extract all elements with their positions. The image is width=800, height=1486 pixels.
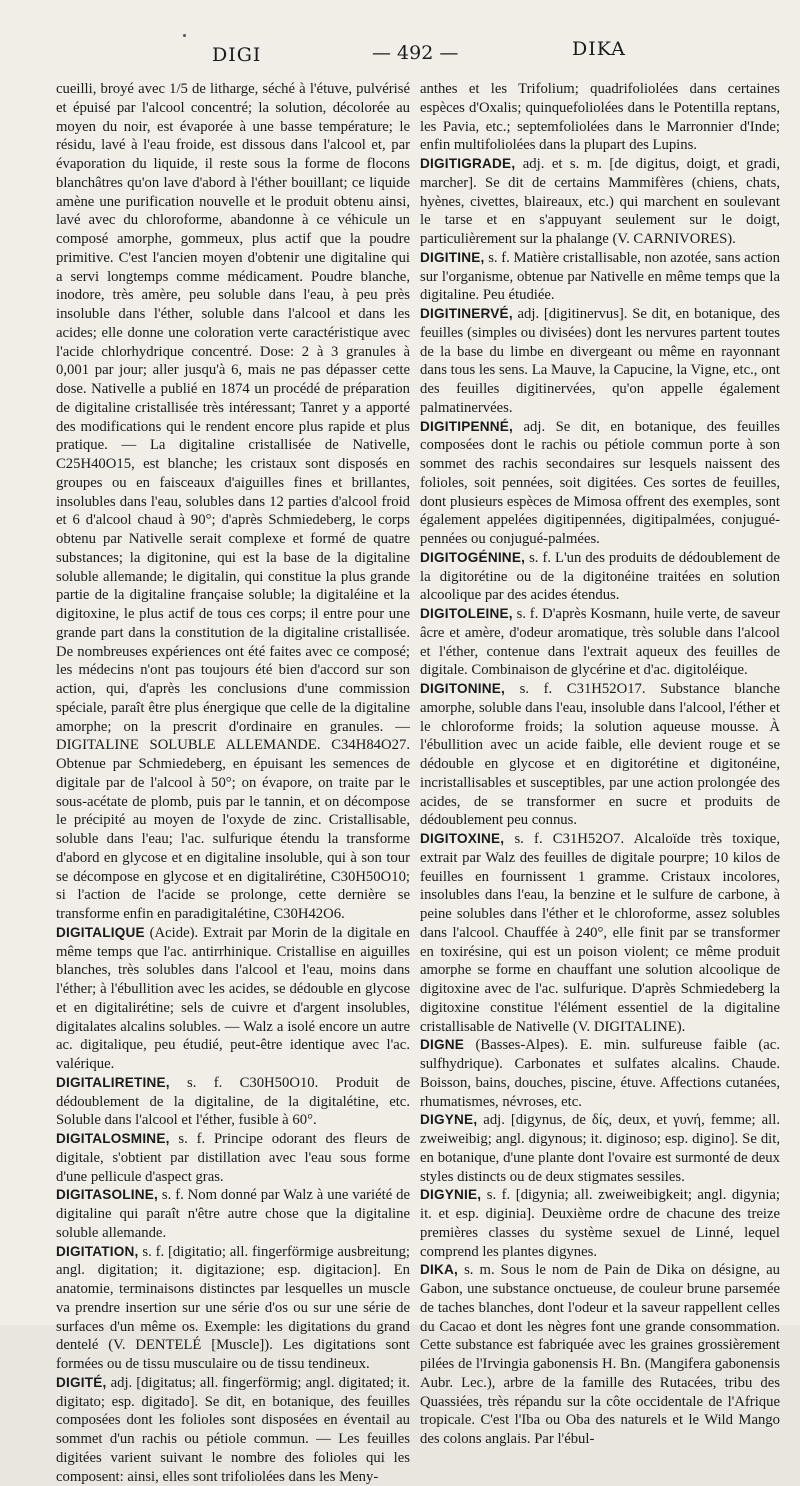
entry-headword: DIGITINE, — [420, 249, 485, 265]
entry-text: (Acide). Extrait par Morin de la digitale en même temps que l'ac. antirrhinique. Cristallise en aiguilles blanches, très solubles dans l'alcool et l'eau, moins dans l'éther; à l'ébullition avec les acides, se dédouble en glycose et en digitalirétine; sels de cuivre et d'argent insolubles, digitalates alcalins solubles. — Walz a isolé encore un autre ac. digitalique, peu étudié, peut-être identique avec l'ac. valérique. — [56, 924, 410, 1072]
dictionary-entry — [56, 1243, 410, 1374]
entry-headword: DIKA, — [420, 1262, 459, 1278]
dictionary-entry — [420, 605, 780, 680]
entry-text: s. f. D'après Kosmann, huile verte, de saveur âcre et amère, d'odeur aromatique, très soluble dans l'alcool et l'éther, contenue dans l'extrait aqueux des feuilles de digitale. Combinaison de glycérine et d'ac. digitoléique. — [420, 606, 780, 679]
dictionary-entry — [420, 1036, 780, 1111]
entry-text: adj. [digitinervus]. Se dit, en botanique, des feuilles (simples ou divisées) dont les nervures partent toutes de la base du limbe en divergeant ou même en rayonnant dans tous les sens. La Mauve, la Capucine, la Vigne, etc., ont des feuilles digitinervées, qu'on appelle également palmatinervées. — [420, 306, 780, 416]
entry-text: adj. [digynus, de δίς, deux, et γυνή, femme; all. zweiweibig; angl. digynous; it. diginoso; esp. digino]. Se dit, en botanique, d'une plante dont l'ovaire est surmonté de deux styles distincts ou de deux stigmates sessiles. — [420, 1112, 780, 1185]
entry-headword: DIGITASOLINE, — [56, 1187, 159, 1203]
dictionary-entry — [420, 830, 780, 1036]
entry-headword: DIGITALIQUE — [56, 924, 145, 940]
page-header — [0, 36, 800, 76]
entry-headword: DIGYNE, — [420, 1112, 478, 1128]
dictionary-entry — [56, 924, 410, 1074]
dictionary-entry — [56, 1074, 410, 1130]
entry-text: s. f. Nom donné par Walz à une variété de digitaline qui paraît n'être autre chose que la digitaline soluble allemande. — [56, 1187, 410, 1241]
entry-headword: DIGITÉ, — [56, 1374, 107, 1390]
dictionary-entry — [420, 418, 780, 549]
dictionary-entry — [56, 80, 410, 924]
dictionary-entry — [420, 155, 780, 249]
dictionary-entry — [420, 549, 780, 605]
entry-headword: DIGNE — [420, 1037, 465, 1053]
entry-headword: DIGITOGÉNINE, — [420, 549, 526, 565]
dictionary-entry — [56, 1130, 410, 1186]
entry-headword: DIGYNIE, — [420, 1187, 482, 1203]
page-number: — 492 — — [372, 42, 459, 64]
entry-headword: DIGITIGRADE, — [420, 156, 516, 171]
dictionary-entry — [56, 1186, 410, 1242]
right-column — [420, 80, 780, 1447]
entry-text: adj. Se dit, en botanique, des feuilles composées dont le rachis ou pétiole commun porte à son sommet des rachis secondaires sur lesquels naissent des folioles, soit pennées, soit digitées. Ces sortes de feuilles, dont plusieurs espèces de Mimosa offrent des exemples, sont également appelées digitipennées, digitipalmées, conjugué-pennées ou conjugué-palmées. — [420, 418, 780, 547]
dictionary-entry — [56, 1374, 410, 1486]
entry-text: adj. [digitatus; all. fingerförmig; angl. digitated; it. digitato; esp. digitado]. Se dit, en botanique, des feuilles composées dont les folioles sont disposées en éventail au sommet d'un rachis ou pétiole commun. — Les feuilles digitées varient suivant le nombre des folioles qui les composent: ainsi, elles sont trifoliolées dans les Meny- — [56, 1374, 410, 1485]
entry-text: s. f. Matière cristallisable, non azotée, sans action sur l'organisme, obtenue par Nativelle en même temps que la digitaline. Peu étudiée. — [420, 249, 780, 304]
entry-text: (Basses-Alpes). E. min. sulfureuse faible (ac. sulfhydrique). Carbonates et sulfates alcalins. Chaude. Boisson, bains, douches, piscine, étuve. Affections cutanées, rhumatismes, névroses, etc. — [420, 1037, 780, 1110]
dictionary-entry — [420, 1186, 780, 1261]
dictionary-entry — [420, 680, 780, 830]
entry-headword: DIGITONINE, — [420, 681, 506, 696]
entry-headword: DIGITINERVÉ, — [420, 306, 513, 321]
entry-text: anthes et les Trifolium; quadrifoliolées dans certaines espèces d'Oxalis; quinquefoliolées dans le Potentilla reptans, les Pavia, etc.; septemfoliolées dans le Marronnier d'Inde; enfin multifoliolées dans la plupart des Lupins. — [420, 81, 780, 154]
entry-text: s. f. C31H52O17. Substance blanche amorphe, soluble dans l'eau, insoluble dans l'alcool, l'éther et le chloroforme froids; la solution aqueuse mousse. À l'ébullition avec un acide faible, elle devient rouge et se dédouble en glycose et en digitorétine et digitonéine, incristallisables et susceptibles, par une action prolongée des acides, de se transformer en sucre et produits de dédoublement peu connus. — [420, 681, 780, 829]
entry-headword: DIGITALOSMINE, — [56, 1131, 170, 1146]
left-column — [56, 80, 410, 1485]
entry-text: s. f. L'un des produits de dédoublement de la digitorétine ou de la digitonéine traitées en solution alcoolique par des acides étendus. — [420, 549, 780, 604]
dictionary-entry — [420, 1261, 780, 1449]
header-left-guideword: DIGI — [212, 44, 262, 66]
entry-headword: DIGITALIRETINE, — [56, 1074, 170, 1090]
dictionary-entry — [420, 1111, 780, 1186]
entry-text: s. f. C30H50O10. Produit de dédoublement de la digitaline, de la digitalétine, etc. Soluble dans l'alcool et l'éther, fusible à 60°. — [56, 1074, 410, 1129]
entry-text: cueilli, broyé avec 1/5 de litharge, séché à l'étuve, pulvérisé et épuisé par l'alcool concentré; la solution, décolorée au moyen du noir, est évaporée à une basse température; le résidu, lavé à l'eau froide, est dissous dans l'alcool et, par évaporation du liquide, il reste sous la forme de flocons blanchâtres qu'on lave d'abord à l'éther bouillant; ce liquide amène une purification nouvelle et le produit obtenu ainsi, lavé avec du chloroforme, abandonne à ce véhicule un composé amorphe, gommeux, plus actif que la poudre primitive. C'est l'ancien moyen d'obtenir une digitaline qui a servi longtemps comme médicament. Poudre blanche, inodore, très amère, peu soluble dans l'eau, à peu près insoluble dans l'éther, soluble dans l'alcool et dans les acides; elle donne une coloration verte caractéristique avec l'acide chlorhydrique concentré. Dose: 2 à 3 granules à 0,001 par jour; aller jusqu'à 6, mais ne pas dépasser cette dose. Nativelle a publié en 1874 un procédé de préparation de digitaline cristallisée très intéressant; Tanret y a apporté des modifications qui le rendent encore plus rapide et plus pratique. — La digitaline cristallisée de Nativelle, C25H40O15, est blanche; les cristaux sont disposés en groupes ou en faisceaux d'aiguilles fines et brillantes, insolubles dans l'eau, solubles dans 12 parties d'alcool froid et 6 d'alcool chaud à 90°; d'après Schmiedeberg, le corps obtenu par Nativelle serait complexe et formé de quatre substances; la digitonine, qui est la base de la digitaline soluble allemande; le digitalin, qui constitue la plus grande partie de la digitaline française soluble; la digitaléine et la digitoxine, le plus actif de tous ces corps; il entre pour une grande part dans la constitution de la digitaline cristallisée. De nombreuses expériences ont été faites avec ce composé; les médecins n'ont pas toujours été bien d'accord sur son action, qui, d'après les conclusions d'une commission spéciale, paraît être plus énergique que celle de la digitaline amorphe; on la prescrit d'ordinaire en granules. — DIGITALINE SOLUBLE ALLEMANDE. C34H84O27. Obtenue par Schmiedeberg, en épuisant les semences de digitale par de l'alcool à 50°; on évapore, on traite par le sous-acétate de plomb, puis par le tannin, et on décompose le précipité au moyen de l'oxyde de zinc. Cristallisable, soluble dans l'eau; l'ac. sulfurique étendu la transforme d'abord en glycose et en digitaline insoluble, qui à son tour se décompose en glycose et en digitalirétine, C30H50O10; si l'action de l'acide se prolonge, cette dernière se transforme enfin en paradigitalétine, C30H42O6. — [56, 81, 410, 922]
header-right-guideword: DIKA — [572, 38, 626, 60]
dictionary-entry — [420, 305, 780, 418]
entry-headword: DIGITOLEINE, — [420, 606, 513, 621]
entry-headword: DIGITOXINE, — [420, 831, 505, 846]
dictionary-entry — [420, 80, 780, 155]
entry-text: s. f. Principe odorant des fleurs de digitale, s'obtient par distillation avec l'eau sous forme d'une pellicule d'aspect gras. — [56, 1131, 410, 1185]
entry-text: s. f. C31H52O7. Alcaloïde très toxique, extrait par Walz des feuilles de digitale pourpre; 10 kilos de feuilles en fournissent 1 gramme. Cristaux incolores, insolubles dans l'eau, la benzine et le sulfure de carbone, à peine solubles dans l'éther et le chloroforme, assez solubles dans l'alcool. Chauffée à 240°, elle finit par se transformer en toxirésine, qui est un poison violent; ce même produit amorphe se forme en chauffant une solution alcoolique de digitoxine avec de l'ac. sulfurique. D'après Schmiedeberg la digitoxine constitue l'élément essentiel de la digitaline cristallisable de Nativelle (V. DIGITALINE). — [420, 831, 780, 1035]
entry-text: s. f. [digitatio; all. fingerförmige ausbreitung; angl. digitation; it. digitazione; esp. digitacion]. En anatomie, terminaisons distinctes par lesquelles un muscle va prendre insertion sur une série d'os ou sur une série de surfaces d'un même os. Exemple: les digitations du grand dentelé (V. DENTELÉ [Muscle]). Les digitations sont formées ou de tissu musculaire ou de tissu tendineux. — [56, 1243, 410, 1372]
entry-headword: DIGITIPENNÉ, — [420, 418, 514, 434]
entry-text: s. f. [digynia; all. zweiweibigkeit; angl. digynia; it. et esp. diginia]. Deuxième ordre de chacune des treize premières classes du système sexuel de Linné, lequel comprend les plantes digynes. — [420, 1187, 780, 1260]
entry-headword: DIGITATION, — [56, 1243, 139, 1259]
entry-text: adj. et s. m. [de digitus, doigt, et gradi, marcher]. Se dit de certains Mammifères (chiens, chats, hyènes, civettes, blaireaux, etc.) qui marchent en soulevant le tarse et en s'appuyant seulement sur le doigt, particulièrement sur la phalange (V. CARNIVORES). — [420, 156, 780, 247]
dictionary-entry — [420, 249, 780, 305]
entry-text: s. m. Sous le nom de Pain de Dika on désigne, au Gabon, une substance onctueuse, de couleur brune parsemée de taches blanches, dont l'odeur et la saveur rappellent celles du Cacao et dont les nègres font une grande consommation. Cette substance est fabriquée avec les graines grossièrement pilées de l'Irvingia gabonensis H. Bn. (Mangifera gabonensis Aubr. Lec.), arbre de la famille des Rutacées, tribu des Quassiées, très répandu sur la côte occidentale de l'Afrique tropicale. C'est l'Iba ou Oba des naturels et le Wild Mango des colons anglais. Par l'ébul- — [420, 1262, 780, 1447]
